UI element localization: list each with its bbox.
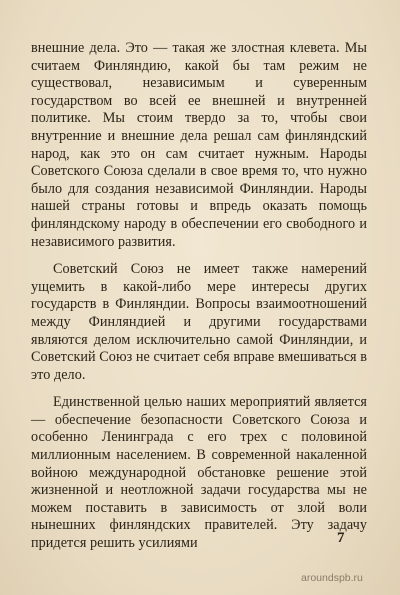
page-number: 7 xyxy=(337,530,345,546)
page-text xyxy=(31,40,367,563)
watermark: aroundspb.ru xyxy=(301,572,363,584)
paragraph-3: Единственной целью наших мероприятий является — обеспечение безопасности Советского Союза и особенно Ленинграда с его трех с половиной миллионным населением. В современной накаленной войною международной обстановке решение этой жизненной и неотложной задачи государства мы не можем поставить в зависимость от злой воли нынешних финляндских правителей. Эту задачу придется решить усилиями xyxy=(31,394,367,552)
paragraph-2: Советский Союз не имеет также намерений ущемить в какой-либо мере интересы других государств в Финляндии. Вопросы взаимоотношений между Финляндией и другими государствами являются делом исключительно самой Финляндии, и Советский Союз не считает себя вправе вмешиваться в это дело. xyxy=(31,261,367,383)
paragraph-1: внешние дела. Это — такая же злостная клевета. Мы считаем Финляндию, какой бы там режим не существовал, независимым и суверенным государством во всей ее внешней и внутренней политике. Мы стоим твердо за то, чтобы свои внутренние и внешние дела решал сам финляндский народ, как это он сам считает нужным. Народы Советского Союза сделали в свое время то, что нужно было для создания независимой Финляндии. Народы нашей страны готовы и впредь оказать помощь финляндскому народу в обеспечении его свободного и независимого развития. xyxy=(31,40,367,250)
